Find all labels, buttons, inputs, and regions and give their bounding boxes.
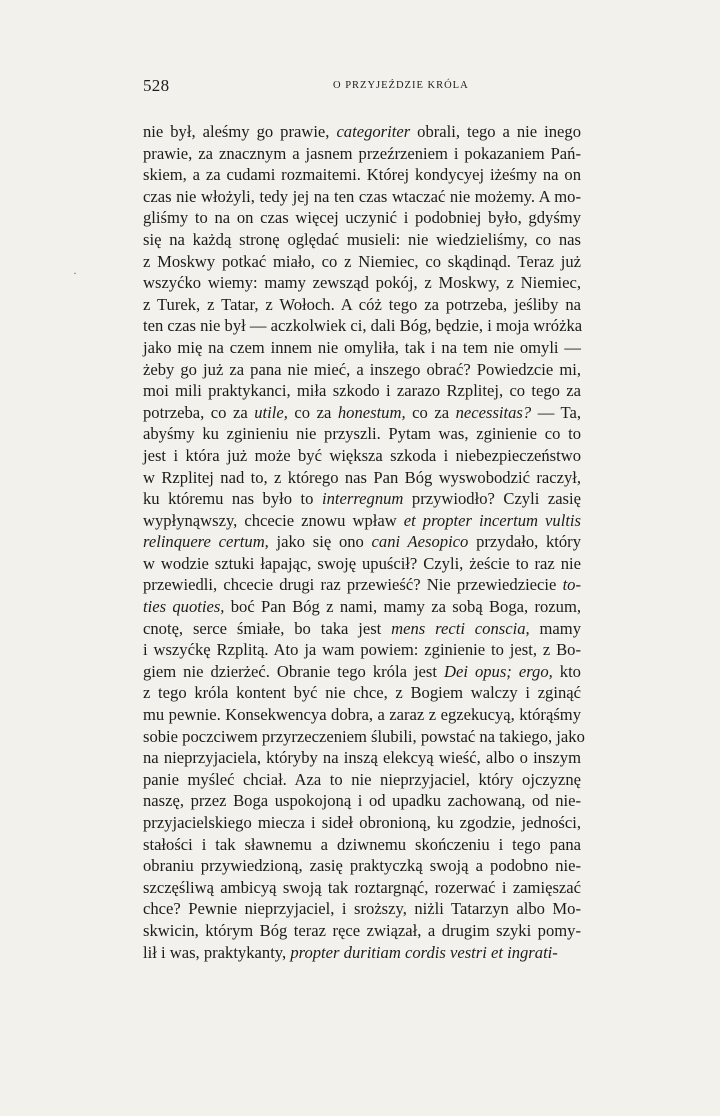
text-segment: przyjacielskiego miecza i sideł obronioną, ku zgodzie, jedności, bbox=[143, 813, 581, 832]
text-segment: czas nie włożyli, tedy jej na ten czas wtaczać nie możemy. A mo- bbox=[143, 186, 581, 206]
body-text bbox=[143, 121, 585, 963]
text-segment: giem nie dzierżeć. Obranie tego króla jest bbox=[143, 661, 444, 681]
text-line bbox=[143, 488, 581, 510]
text-line bbox=[143, 834, 581, 856]
text-line bbox=[143, 402, 581, 424]
text-segment: nie był, aleśmy go prawie, bbox=[143, 122, 337, 141]
text-line bbox=[143, 877, 581, 899]
running-head: O PRZYJEŹDZIE KRÓLA bbox=[333, 80, 469, 91]
text-segment: chce? Pewnie nieprzyjaciel, i sroższy, niżli Tatarzyn albo Mo- bbox=[143, 899, 581, 919]
text-segment: w wodzie sztuki łapając, swoję upuścił? Czyli, żeście to raz nie bbox=[143, 553, 581, 573]
text-line bbox=[143, 272, 581, 294]
text-segment: cnotę, serce śmiałe, bo taka jest bbox=[143, 618, 392, 638]
text-segment: i wszyćkę Rzplitą. Ato ja wam powiem: zginienie to jest, z Bo- bbox=[143, 640, 581, 660]
text-segment: jako się ono bbox=[268, 532, 372, 552]
text-segment: ten czas nie był — aczkolwiek ci, dali Bóg, będzie, i moja wróżka bbox=[143, 316, 583, 336]
text-line bbox=[143, 229, 581, 251]
text-line bbox=[143, 747, 581, 769]
text-segment: z Turek, z Tatar, z Wołoch. A cóż tego za potrzeba, jeśliby na bbox=[143, 294, 581, 314]
text-line bbox=[143, 769, 581, 791]
italic-phrase: ties quoties, bbox=[143, 597, 225, 617]
text-line bbox=[143, 855, 581, 877]
text-segment: co za bbox=[405, 402, 456, 422]
text-segment: stałości i tak sławnemu a dziwnemu skończeniu i tego pana bbox=[143, 834, 581, 854]
text-line bbox=[143, 467, 581, 489]
text-line bbox=[143, 898, 581, 920]
italic-phrase: cani Aesopico bbox=[371, 532, 469, 552]
text-line bbox=[143, 423, 581, 445]
italic-phrase: categoriter bbox=[336, 122, 411, 141]
text-line bbox=[143, 164, 581, 186]
text-segment: naszę, przez Boga uspokojoną i od upadku zachowaną, od nie- bbox=[143, 791, 581, 811]
italic-phrase: mens recti conscia, bbox=[391, 618, 530, 638]
italic-phrase: utile, bbox=[254, 402, 288, 422]
text-line bbox=[143, 618, 581, 640]
text-line bbox=[143, 920, 581, 942]
text-line bbox=[143, 121, 581, 143]
text-segment: obrali, tego a nie inego bbox=[410, 122, 582, 141]
italic-phrase: relinquere certum, bbox=[143, 532, 269, 552]
text-line bbox=[143, 553, 581, 575]
text-segment: z tego króla kontent być nie chce, z Bogiem walczy i zginąć bbox=[143, 683, 581, 703]
text-segment: sobie poczciwem przyrzeczeniem ślubili, powstać na takiego, jako bbox=[143, 726, 585, 746]
text-segment: panie myśleć chciał. Aza to nie nieprzyjaciel, który ojczyznę bbox=[143, 769, 581, 789]
text-line bbox=[143, 251, 581, 273]
text-line bbox=[143, 574, 581, 596]
margin-speck: · bbox=[73, 266, 77, 280]
text-segment: potrzeba, co za bbox=[143, 402, 255, 422]
italic-phrase: Dei opus; ergo, bbox=[444, 661, 553, 681]
text-line bbox=[143, 639, 581, 661]
text-segment: — Ta, bbox=[531, 402, 582, 422]
text-line bbox=[143, 726, 585, 748]
italic-phrase: to- bbox=[562, 575, 581, 595]
text-segment: przewiedli, chcecie drugi raz przewieść? Nie przewiedziecie bbox=[143, 575, 563, 595]
text-line bbox=[143, 380, 581, 402]
text-segment: wszyćko wiemy: mamy zewsząd pokój, z Moskwy, z Niemiec, bbox=[143, 273, 581, 293]
text-segment: przywiodło? Czyli zasię bbox=[403, 489, 581, 509]
text-segment: moi mili praktykanci, miła szkodo i zarazo Rzplitej, co tego za bbox=[143, 381, 581, 401]
text-line bbox=[143, 359, 581, 381]
text-line bbox=[143, 942, 581, 964]
page-header bbox=[143, 76, 581, 100]
text-segment: w Rzplitej nad to, z którego nas Pan Bóg wyswobodzić raczył, bbox=[143, 467, 581, 487]
text-segment: na nieprzyjaciela, któryby na inszą elekcyą wieść, albo o inszym bbox=[143, 748, 581, 768]
text-line bbox=[143, 337, 581, 359]
text-segment: abyśmy ku zginieniu nie przyszli. Pytam was, zginienie co to bbox=[143, 424, 581, 444]
text-line bbox=[143, 704, 581, 726]
text-line bbox=[143, 812, 581, 834]
text-segment: żeby go już za pana nie mieć, a inszego obrać? Powiedzcie mi, bbox=[143, 359, 581, 379]
text-segment: mu pewnie. Konsekwencya dobra, a zaraz z egzekucyą, którąśmy bbox=[143, 705, 581, 725]
text-line bbox=[143, 682, 581, 704]
text-line bbox=[143, 186, 581, 208]
text-segment: wypłynąwszy, chcecie znowu wpław bbox=[143, 510, 404, 530]
text-segment: szczęśliwą ambicyą swoją tak roztargnąć, rozerwać i zamięszać bbox=[143, 877, 581, 897]
text-segment: gliśmy to na on czas więcej uczynić i podobniej było, gdyśmy bbox=[143, 208, 581, 228]
text-line bbox=[143, 596, 581, 618]
text-segment: z Moskwy potkać miało, co z Niemiec, co skądinąd. Teraz już bbox=[143, 251, 581, 271]
text-segment: mamy bbox=[529, 618, 581, 638]
text-segment: przydało, który bbox=[468, 532, 581, 552]
text-line bbox=[143, 531, 581, 553]
text-line bbox=[143, 510, 581, 532]
text-line bbox=[143, 790, 581, 812]
text-segment: obraniu przywiedzioną, zasię praktyczką swoją a podobno nie- bbox=[143, 856, 581, 876]
italic-phrase: interregnum bbox=[321, 489, 404, 509]
text-segment: kto bbox=[552, 661, 581, 681]
text-segment: lił i was, praktykanty, bbox=[143, 942, 291, 962]
text-line bbox=[143, 661, 581, 683]
text-segment: boć Pan Bóg z nami, mamy za sobą Boga, rozum, bbox=[224, 597, 581, 617]
text-line bbox=[143, 143, 581, 165]
text-line bbox=[143, 207, 581, 229]
page-number: 528 bbox=[143, 76, 170, 95]
text-segment: ku któremu nas było to bbox=[143, 489, 322, 509]
italic-phrase: propter duritiam cordis vestri et ingrati- bbox=[290, 942, 558, 962]
italic-phrase: honestum, bbox=[337, 402, 406, 422]
text-segment: jako mię na czem innem nie omyliła, tak i na tem nie omyli — bbox=[143, 337, 581, 357]
text-line bbox=[143, 315, 581, 337]
text-segment: prawie, za znacznym a jasnem przeźrzeniem i pokazaniem Pań- bbox=[143, 143, 581, 163]
text-segment: co za bbox=[287, 402, 338, 422]
italic-phrase: et propter incertum vultis bbox=[403, 510, 581, 530]
text-line bbox=[143, 294, 581, 316]
text-segment: skiem, a za cudami rozmaitemi. Której kondycyej iżeśmy na on bbox=[143, 165, 581, 185]
text-line bbox=[143, 445, 581, 467]
text-segment: skwicin, którym Bóg teraz ręce związał, a drugim szyki pomy- bbox=[143, 920, 581, 940]
italic-phrase: necessitas? bbox=[455, 402, 532, 422]
text-segment: jest i która już może być większa szkoda i niebezpieczeństwo bbox=[143, 445, 581, 465]
text-segment: się na każdą stronę oględać musieli: nie wiedzieliśmy, co nas bbox=[143, 229, 581, 249]
